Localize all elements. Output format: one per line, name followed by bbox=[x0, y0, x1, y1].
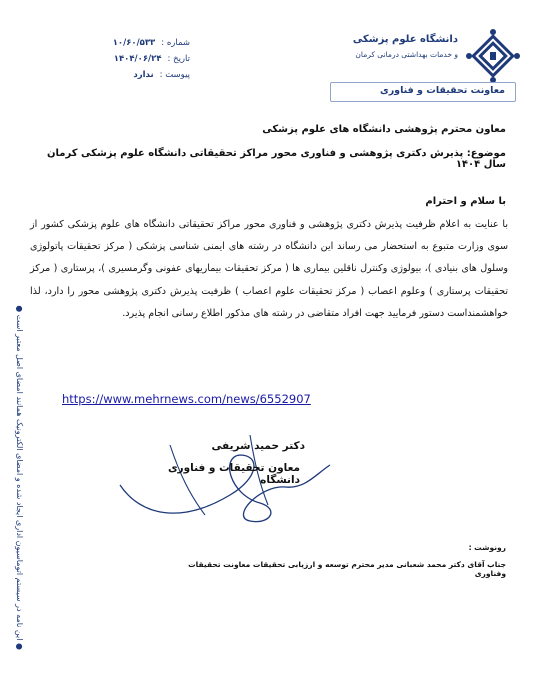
university-subtitle: و خدمات بهداشتی درمانی کرمان bbox=[355, 50, 458, 59]
letter-date-value: ۱۴۰۴/۰۶/۲۴ bbox=[113, 54, 162, 64]
letter-number-row bbox=[70, 38, 190, 48]
letter-attachment-label: پیوست : bbox=[159, 70, 190, 80]
letter-date-row bbox=[70, 54, 190, 64]
signatory-name: دکتر حمید شریفی bbox=[211, 440, 305, 452]
letter-number-value: ۱۰/۶۰/۵۳۳ bbox=[112, 38, 156, 48]
letter-attachment-value: ندارد bbox=[133, 70, 154, 80]
university-name: دانشگاه علوم پزشکی bbox=[352, 34, 458, 45]
cc-label: رونوشت : bbox=[468, 543, 506, 552]
electronic-signature-note: ● این نامه در سیستم اتوماسیون اداری ایجاد شده و امضای الکترونیک همانند امضای اصل معتبر است ● bbox=[15, 305, 24, 650]
subject-line: موضوع: پذیرش دکتری پژوهشی و فناوری محور مراکز تحقیقاتی دانشگاه علوم پزشکی کرمان سال ۱۴۰۴ bbox=[47, 148, 506, 170]
recipient-line: معاون محترم پژوهشی دانشگاه های علوم پزشکی bbox=[262, 124, 506, 135]
signatory-title: معاون تحقیقات و فناوری دانشگاه bbox=[167, 462, 300, 486]
letter-date-label: تاریخ : bbox=[167, 54, 190, 64]
letter-attachment-row bbox=[70, 70, 190, 80]
department-label: معاونت تحقیقات و فناوری bbox=[380, 85, 505, 96]
department-box bbox=[330, 82, 516, 102]
university-logo-icon bbox=[465, 28, 521, 84]
letter-body: با عنایت به اعلام ظرفیت پذیرش دکتری پژوهشی و فناوری محور مراکز تحقیقاتی دانشگاه های علوم پزشکی کشور از سوی وزارت متبوع به استحضار می رساند این دانشگاه در رشته های ایمنی شناسی پزشکی ( مرکز تحقیقات پاتولوژی وسلول های بنیادی )، بیولوژی وکنترل ناقلین بیماری ها ( مرکز تحقیقات بیماریهای عفونی وگرمسیری )، پرستاری ( مرکز تحقیقات پرستاری ) وعلوم اعصاب ( مرکز تحقیقات علوم اعصاب ) ظرفیت پذیرش دکتری پژوهشی محور را دارد، لذا خواهشمنداست دستور فرمایید جهت افراد متقاضی در رشته های مذکور اطلاع رسانی انجام پذیرد. bbox=[30, 219, 508, 319]
news-link[interactable]: https://www.mehrnews.com/news/6552907 bbox=[62, 392, 311, 406]
greeting: با سلام و احترام bbox=[425, 196, 506, 207]
cc-recipient: جناب آقای دکتر محمد شعبانی مدیر محترم توسعه و ارزیابی تحقیقات معاونت تحقیقات وفناوری bbox=[188, 560, 506, 578]
letter-number-label: شماره : bbox=[161, 38, 190, 48]
